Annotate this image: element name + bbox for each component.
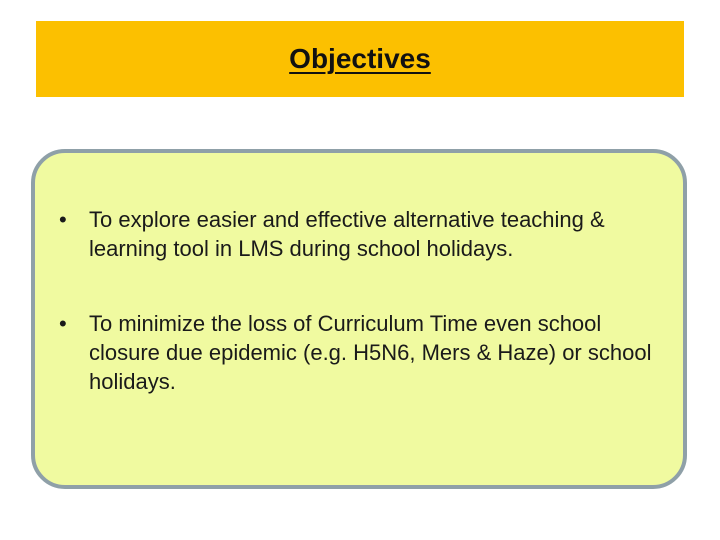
objective-text: To explore easier and effective alternative teaching & learning tool in LMS during school holidays. <box>89 207 605 261</box>
bullet-icon: • <box>59 311 67 336</box>
title-banner <box>36 21 684 97</box>
bullet-icon: • <box>59 207 67 232</box>
objectives-box <box>31 149 687 489</box>
list-item <box>59 205 659 263</box>
objectives-list <box>59 205 659 396</box>
list-item <box>59 309 659 396</box>
objective-text: To minimize the loss of Curriculum Time even school closure due epidemic (e.g. H5N6, Mers & Haze) or school holidays. <box>89 311 652 394</box>
slide-title: Objectives <box>289 43 431 74</box>
